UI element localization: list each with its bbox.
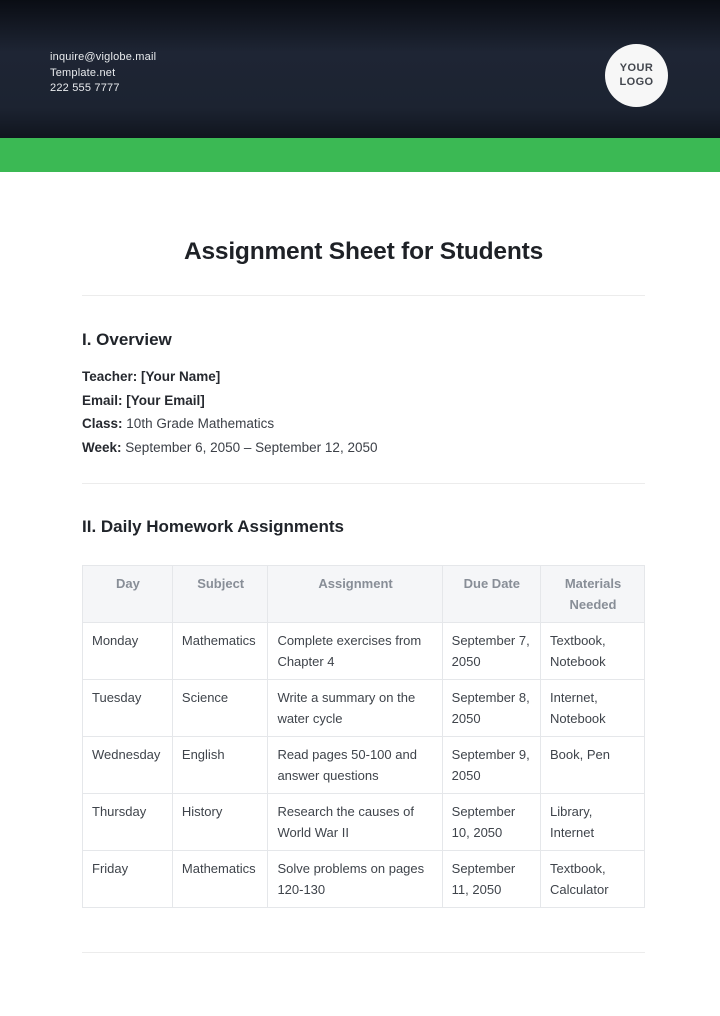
table-row-wednesday — [83, 737, 645, 794]
logo-text-line2: LOGO — [619, 75, 654, 88]
accent-bar — [0, 138, 720, 172]
field-class-value: 10th Grade Mathematics — [126, 416, 275, 431]
contact-phone: 222 555 7777 — [50, 82, 120, 94]
overview-fields — [82, 365, 645, 459]
cell-materials: Book, Pen — [541, 737, 645, 794]
cell-day: Friday — [83, 851, 173, 908]
page-banner — [0, 0, 720, 138]
cell-day: Thursday — [83, 794, 173, 851]
cell-materials: Textbook, Calculator — [541, 851, 645, 908]
cell-subject: Mathematics — [172, 851, 268, 908]
document-body — [0, 238, 720, 953]
table-header-due-date: Due Date — [442, 566, 540, 623]
contact-info — [50, 50, 156, 97]
assignments-table — [82, 565, 645, 908]
cell-materials: Textbook, Notebook — [541, 623, 645, 680]
divider — [82, 295, 645, 296]
cell-materials: Internet, Notebook — [541, 680, 645, 737]
table-row-monday — [83, 623, 645, 680]
cell-day: Tuesday — [83, 680, 173, 737]
cell-due-date: September 9, 2050 — [442, 737, 540, 794]
field-teacher-value: [Your Name] — [141, 369, 221, 384]
cell-materials: Library, Internet — [541, 794, 645, 851]
field-email-value: [Your Email] — [126, 392, 205, 408]
table-header-subject: Subject — [172, 566, 268, 623]
page-title: Assignment Sheet for Students — [183, 238, 544, 265]
cell-assignment: Read pages 50-100 and answer questions — [268, 737, 442, 794]
cell-subject: English — [172, 737, 268, 794]
cell-due-date: September 10, 2050 — [442, 794, 540, 851]
cell-assignment: Research the causes of World War II — [268, 794, 442, 851]
field-class — [82, 412, 645, 436]
section-heading-assignments: II. Daily Homework Assignments — [82, 517, 344, 536]
logo-text-line1: YOUR — [619, 62, 654, 74]
field-week — [82, 436, 645, 460]
table-row-friday — [83, 851, 645, 908]
table-header-row — [83, 566, 645, 623]
field-class-label: Class: — [82, 416, 123, 431]
cell-due-date: September 7, 2050 — [442, 623, 540, 680]
cell-subject: History — [172, 794, 268, 851]
cell-due-date: September 11, 2050 — [442, 851, 540, 908]
field-week-value: September 6, 2050 – September 12, 2050 — [125, 439, 378, 455]
table-header-day: Day — [83, 566, 173, 623]
cell-assignment: Solve problems on pages 120-130 — [268, 851, 442, 908]
divider — [82, 483, 645, 484]
table-row-tuesday — [83, 680, 645, 737]
cell-due-date: September 8, 2050 — [442, 680, 540, 737]
cell-day: Monday — [83, 623, 173, 680]
table-header-assignment: Assignment — [268, 566, 442, 623]
cell-day: Wednesday — [83, 737, 173, 794]
table-header-materials: Materials Needed — [541, 566, 645, 623]
field-teacher — [82, 365, 645, 389]
field-teacher-label: Teacher: — [82, 369, 138, 384]
cell-subject: Mathematics — [172, 623, 268, 680]
table-row-thursday — [83, 794, 645, 851]
contact-website: Template.net — [50, 66, 116, 79]
logo-placeholder — [605, 44, 668, 107]
field-email — [82, 389, 645, 413]
section-heading-overview: I. Overview — [82, 330, 172, 349]
field-email-label: Email: — [82, 392, 123, 408]
cell-subject: Science — [172, 680, 268, 737]
divider — [82, 952, 645, 953]
cell-assignment: Complete exercises from Chapter 4 — [268, 623, 442, 680]
field-week-label: Week: — [82, 439, 122, 455]
contact-email: inquire@viglobe.mail — [50, 51, 157, 63]
cell-assignment: Write a summary on the water cycle — [268, 680, 442, 737]
